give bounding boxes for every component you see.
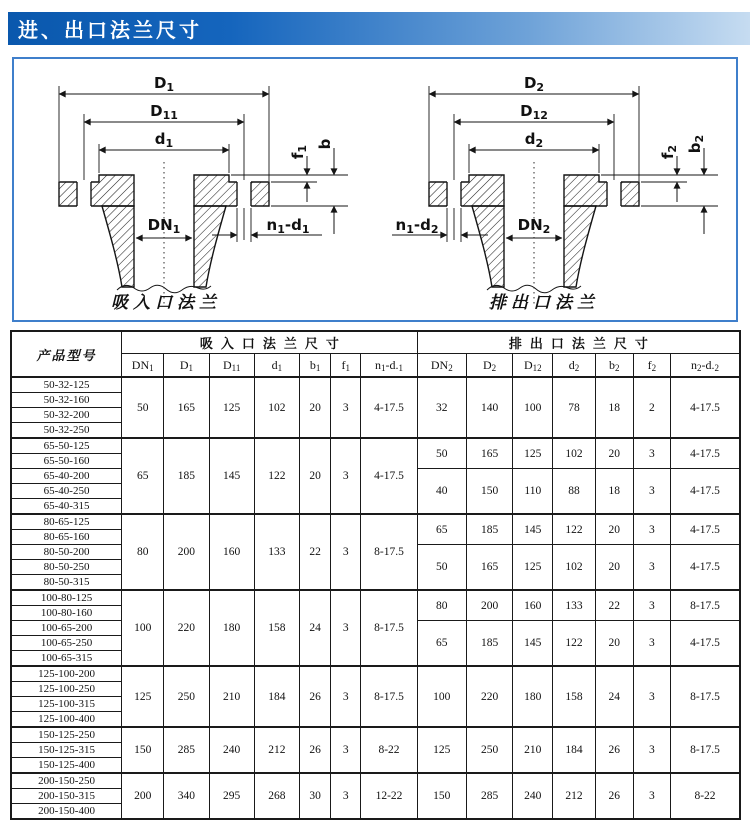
product-model-cell: 80-50-250 (11, 560, 122, 575)
suction-value-cell: 212 (254, 727, 299, 773)
product-model-cell: 80-50-200 (11, 545, 122, 560)
discharge-value-cell: 20 (595, 545, 633, 591)
discharge-value-cell: 20 (595, 621, 633, 667)
discharge-value-cell: 4-17.5 (671, 621, 741, 667)
product-model-cell: 150-125-400 (11, 758, 122, 774)
dim-label-D12: $D_{12}$ (520, 102, 548, 122)
suction-value-cell: 3 (331, 590, 361, 666)
product-model-cell: 100-80-125 (11, 590, 122, 606)
discharge-value-cell: 26 (595, 727, 633, 773)
discharge-value-cell: 145 (513, 621, 553, 667)
diagram-panel (12, 57, 738, 322)
discharge-value-cell: 158 (553, 666, 595, 727)
suction-value-cell: 125 (209, 377, 254, 438)
suction-value-cell: 22 (300, 514, 331, 590)
suction-value-cell: 158 (254, 590, 299, 666)
suction-value-cell: 3 (331, 773, 361, 819)
product-model-cell: 100-65-315 (11, 651, 122, 667)
flange-slab-right (194, 175, 269, 206)
suction-value-cell: 102 (254, 377, 299, 438)
product-model-cell: 125-100-400 (11, 712, 122, 728)
discharge-value-cell: 102 (553, 438, 595, 469)
dim-label-D11: $D_{11}$ (150, 102, 178, 122)
discharge-value-cell: 3 (633, 514, 670, 545)
suction-value-cell: 50 (122, 377, 164, 438)
discharge-column-header: $n_2-d._2$ (671, 354, 741, 378)
suction-value-cell: 8-22 (361, 727, 417, 773)
suction-value-cell: 65 (122, 438, 164, 514)
product-model-cell: 50-32-200 (11, 408, 122, 423)
suction-value-cell: 8-17.5 (361, 590, 417, 666)
discharge-value-cell: 40 (417, 469, 466, 515)
discharge-value-cell: 122 (553, 514, 595, 545)
suction-value-cell: 145 (209, 438, 254, 514)
discharge-value-cell: 160 (513, 590, 553, 621)
suction-value-cell: 12-22 (361, 773, 417, 819)
discharge-value-cell: 50 (417, 438, 466, 469)
dim-label-D2: $D_2$ (523, 74, 545, 94)
page-title: 进、出口法兰尺寸 (18, 20, 202, 42)
hub-right (194, 206, 226, 287)
product-column-header: 产品型号 (11, 331, 122, 377)
suction-column-header: $n_1-d._1$ (361, 354, 417, 378)
discharge-column-header: $D_{12}$ (513, 354, 553, 378)
suction-value-cell: 268 (254, 773, 299, 819)
discharge-value-cell: 180 (513, 666, 553, 727)
dim-label-DN1: $DN_1$ (147, 216, 181, 236)
discharge-value-cell: 165 (466, 545, 512, 591)
discharge-value-cell: 22 (595, 590, 633, 621)
hub-left (472, 206, 504, 287)
discharge-value-cell: 50 (417, 545, 466, 591)
discharge-value-cell: 185 (466, 621, 512, 667)
suction-value-cell: 24 (300, 590, 331, 666)
discharge-value-cell: 150 (466, 469, 512, 515)
suction-value-cell: 20 (300, 377, 331, 438)
discharge-value-cell: 3 (633, 666, 670, 727)
discharge-value-cell: 100 (513, 377, 553, 438)
discharge-value-cell: 250 (466, 727, 512, 773)
discharge-value-cell: 140 (466, 377, 512, 438)
discharge-value-cell: 8-17.5 (671, 590, 741, 621)
discharge-value-cell: 4-17.5 (671, 438, 741, 469)
discharge-column-header: $b_2$ (595, 354, 633, 378)
suction-value-cell: 3 (331, 514, 361, 590)
discharge-value-cell: 26 (595, 773, 633, 819)
discharge-value-cell: 240 (513, 773, 553, 819)
discharge-value-cell: 122 (553, 621, 595, 667)
page-header-banner (8, 12, 750, 45)
product-model-cell: 80-50-315 (11, 575, 122, 591)
suction-value-cell: 210 (209, 666, 254, 727)
discharge-value-cell: 220 (466, 666, 512, 727)
discharge-column-header: $f_2$ (633, 354, 670, 378)
discharge-value-cell: 3 (633, 621, 670, 667)
discharge-value-cell: 24 (595, 666, 633, 727)
discharge-value-cell: 125 (513, 438, 553, 469)
discharge-value-cell: 110 (513, 469, 553, 515)
product-model-cell: 65-40-315 (11, 499, 122, 515)
discharge-value-cell: 18 (595, 377, 633, 438)
product-model-cell: 65-40-250 (11, 484, 122, 499)
discharge-column-header: $D_2$ (466, 354, 512, 378)
suction-value-cell: 3 (331, 727, 361, 773)
suction-value-cell: 295 (209, 773, 254, 819)
suction-value-cell: 133 (254, 514, 299, 590)
discharge-value-cell: 4-17.5 (671, 514, 741, 545)
discharge-value-cell: 3 (633, 469, 670, 515)
suction-value-cell: 4-17.5 (361, 438, 417, 514)
bolt-hole-right (607, 181, 621, 207)
product-model-cell: 65-40-200 (11, 469, 122, 484)
discharge-value-cell: 125 (417, 727, 466, 773)
product-model-cell: 125-100-200 (11, 666, 122, 682)
table-row (11, 773, 740, 789)
discharge-value-cell: 32 (417, 377, 466, 438)
bolt-hole-left (77, 181, 91, 207)
suction-column-header: $D_1$ (164, 354, 209, 378)
table-row (11, 438, 740, 454)
suction-value-cell: 185 (164, 438, 209, 514)
table-row (11, 666, 740, 682)
product-model-cell: 100-80-160 (11, 606, 122, 621)
product-model-cell: 65-50-125 (11, 438, 122, 454)
discharge-value-cell: 2 (633, 377, 670, 438)
table-body (11, 377, 740, 819)
discharge-value-cell: 20 (595, 514, 633, 545)
suction-group-header: 吸入口法兰尺寸 (122, 331, 418, 354)
suction-value-cell: 26 (300, 727, 331, 773)
product-model-cell: 200-150-250 (11, 773, 122, 789)
suction-value-cell: 150 (122, 727, 164, 773)
discharge-flange-diagram (384, 64, 736, 316)
discharge-value-cell: 200 (466, 590, 512, 621)
suction-value-cell: 250 (164, 666, 209, 727)
bolt-hole-right (237, 181, 251, 207)
suction-value-cell: 8-17.5 (361, 666, 417, 727)
discharge-value-cell: 65 (417, 621, 466, 667)
product-model-cell: 200-150-315 (11, 789, 122, 804)
suction-value-cell: 20 (300, 438, 331, 514)
suction-column-header: $d_1$ (254, 354, 299, 378)
suction-column-header: $f_1$ (331, 354, 361, 378)
product-model-cell: 200-150-400 (11, 804, 122, 820)
suction-column-header: $D_{11}$ (209, 354, 254, 378)
suction-value-cell: 8-17.5 (361, 514, 417, 590)
dim-label-b2: $b_2$ (686, 134, 706, 154)
discharge-value-cell: 8-17.5 (671, 727, 741, 773)
hub-right (564, 206, 596, 287)
suction-value-cell: 165 (164, 377, 209, 438)
product-model-cell: 100-65-250 (11, 636, 122, 651)
discharge-value-cell: 133 (553, 590, 595, 621)
dim-label-DN2: $DN_2$ (517, 216, 551, 236)
discharge-value-cell: 150 (417, 773, 466, 819)
discharge-value-cell: 3 (633, 590, 670, 621)
suction-value-cell: 122 (254, 438, 299, 514)
discharge-value-cell: 145 (513, 514, 553, 545)
product-model-cell: 125-100-250 (11, 682, 122, 697)
discharge-column-header: $DN_2$ (417, 354, 466, 378)
suction-value-cell: 220 (164, 590, 209, 666)
flange-slab-left (59, 175, 134, 206)
discharge-value-cell: 88 (553, 469, 595, 515)
table-row (11, 590, 740, 606)
product-model-cell: 80-65-160 (11, 530, 122, 545)
dim-label-n1-d1: $n_1-d_1$ (266, 216, 310, 236)
suction-value-cell: 200 (122, 773, 164, 819)
hub-left (102, 206, 134, 287)
suction-column-header: $b_1$ (300, 354, 331, 378)
dim-label-f2: $f_2$ (659, 144, 679, 160)
bolt-hole-left (447, 181, 461, 207)
suction-value-cell: 30 (300, 773, 331, 819)
suction-value-cell: 240 (209, 727, 254, 773)
suction-value-cell: 184 (254, 666, 299, 727)
discharge-value-cell: 210 (513, 727, 553, 773)
suction-value-cell: 3 (331, 666, 361, 727)
product-model-cell: 125-100-315 (11, 697, 122, 712)
discharge-value-cell: 8-22 (671, 773, 741, 819)
suction-value-cell: 3 (331, 438, 361, 514)
suction-value-cell: 100 (122, 590, 164, 666)
discharge-value-cell: 3 (633, 727, 670, 773)
discharge-group-header: 排出口法兰尺寸 (417, 331, 740, 354)
discharge-value-cell: 185 (466, 514, 512, 545)
discharge-value-cell: 184 (553, 727, 595, 773)
discharge-value-cell: 3 (633, 438, 670, 469)
suction-value-cell: 180 (209, 590, 254, 666)
flange-dimension-table (10, 330, 741, 820)
discharge-value-cell: 3 (633, 773, 670, 819)
discharge-caption: 排出口法兰 (489, 293, 599, 312)
product-model-cell: 50-32-160 (11, 393, 122, 408)
product-model-cell: 100-65-200 (11, 621, 122, 636)
dim-label-b: b (316, 138, 334, 150)
table-row (11, 377, 740, 393)
discharge-value-cell: 4-17.5 (671, 469, 741, 515)
dim-label-d2: $d_2$ (524, 130, 544, 150)
product-model-cell: 150-125-315 (11, 743, 122, 758)
table-row (11, 514, 740, 530)
suction-value-cell: 4-17.5 (361, 377, 417, 438)
product-model-cell: 50-32-250 (11, 423, 122, 439)
suction-value-cell: 3 (331, 377, 361, 438)
suction-value-cell: 160 (209, 514, 254, 590)
discharge-value-cell: 100 (417, 666, 466, 727)
discharge-value-cell: 80 (417, 590, 466, 621)
product-model-cell: 50-32-125 (11, 377, 122, 393)
discharge-value-cell: 20 (595, 438, 633, 469)
discharge-column-header: $d_2$ (553, 354, 595, 378)
flange-slab-left (429, 175, 504, 206)
dim-label-d1: $d_1$ (154, 130, 174, 150)
discharge-value-cell: 102 (553, 545, 595, 591)
suction-flange-diagram (14, 64, 366, 316)
product-model-cell: 150-125-250 (11, 727, 122, 743)
discharge-value-cell: 65 (417, 514, 466, 545)
suction-value-cell: 340 (164, 773, 209, 819)
discharge-value-cell: 78 (553, 377, 595, 438)
suction-value-cell: 200 (164, 514, 209, 590)
flange-slab-right (564, 175, 639, 206)
dim-label-D1: $D_1$ (153, 74, 175, 94)
suction-value-cell: 80 (122, 514, 164, 590)
product-model-cell: 80-65-125 (11, 514, 122, 530)
discharge-value-cell: 285 (466, 773, 512, 819)
dim-label-n1-d2: $n_1-d_2$ (395, 216, 439, 236)
discharge-value-cell: 165 (466, 438, 512, 469)
suction-value-cell: 285 (164, 727, 209, 773)
suction-caption: 吸入口法兰 (111, 293, 221, 312)
table-row (11, 727, 740, 743)
suction-column-header: $DN_1$ (122, 354, 164, 378)
discharge-value-cell: 125 (513, 545, 553, 591)
discharge-value-cell: 3 (633, 545, 670, 591)
discharge-value-cell: 18 (595, 469, 633, 515)
dim-label-f1: $f_1$ (289, 144, 309, 160)
discharge-value-cell: 8-17.5 (671, 666, 741, 727)
discharge-value-cell: 4-17.5 (671, 545, 741, 591)
suction-value-cell: 26 (300, 666, 331, 727)
discharge-value-cell: 4-17.5 (671, 377, 741, 438)
product-model-cell: 65-50-160 (11, 454, 122, 469)
suction-value-cell: 125 (122, 666, 164, 727)
discharge-value-cell: 212 (553, 773, 595, 819)
